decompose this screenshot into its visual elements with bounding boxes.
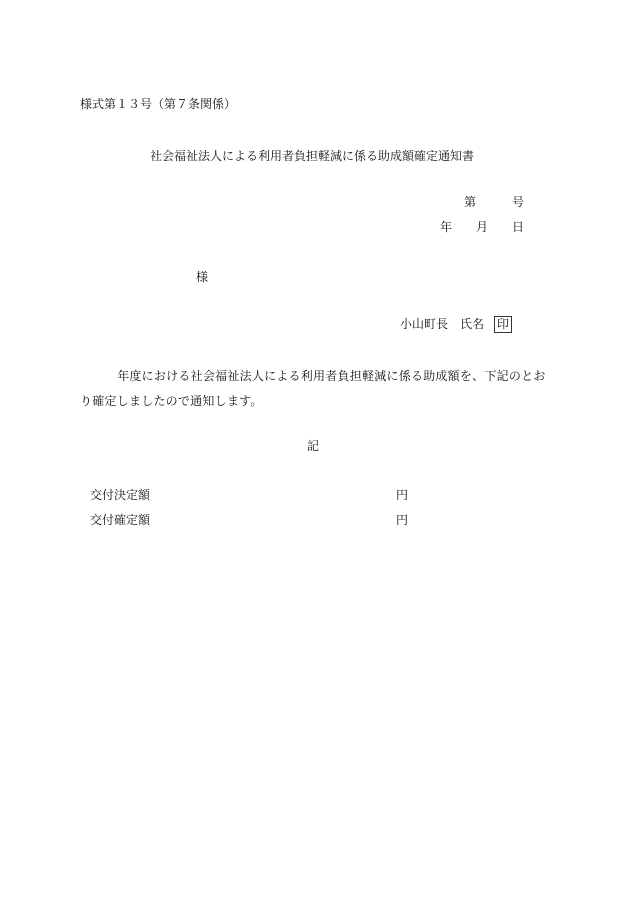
- recipient-honorific: 様: [196, 270, 209, 284]
- form-number: 様式第１３号（第７条関係）: [80, 97, 237, 111]
- document-number-suffix: 号: [512, 195, 525, 209]
- seal-mark: 印: [494, 316, 512, 333]
- item-label: 交付決定額: [90, 488, 151, 502]
- date-month: 月: [476, 220, 489, 234]
- body-text: 年度における社会福祉法人による利用者負担軽減に係る助成額を、下記のとおり確定しましたので通知します。: [80, 369, 546, 408]
- date-line: [440, 219, 524, 235]
- item-label: 交付確定額: [90, 513, 151, 527]
- document-title: 社会福祉法人による利用者負担軽減に係る助成額確定通知書: [150, 149, 475, 163]
- signer-title: 小山町長: [400, 317, 449, 331]
- item-row-decided-amount: [90, 487, 408, 503]
- record-heading: 記: [307, 439, 320, 453]
- signer-line: [400, 316, 512, 333]
- item-unit: 円: [396, 488, 409, 502]
- date-day: 日: [512, 220, 525, 234]
- item-row-confirmed-amount: [90, 512, 408, 528]
- item-unit: 円: [396, 513, 409, 527]
- signer-name-label: 氏名: [460, 317, 485, 331]
- document-number-line: [464, 194, 524, 210]
- document-number-prefix: 第: [464, 195, 477, 209]
- date-year: 年: [440, 220, 453, 234]
